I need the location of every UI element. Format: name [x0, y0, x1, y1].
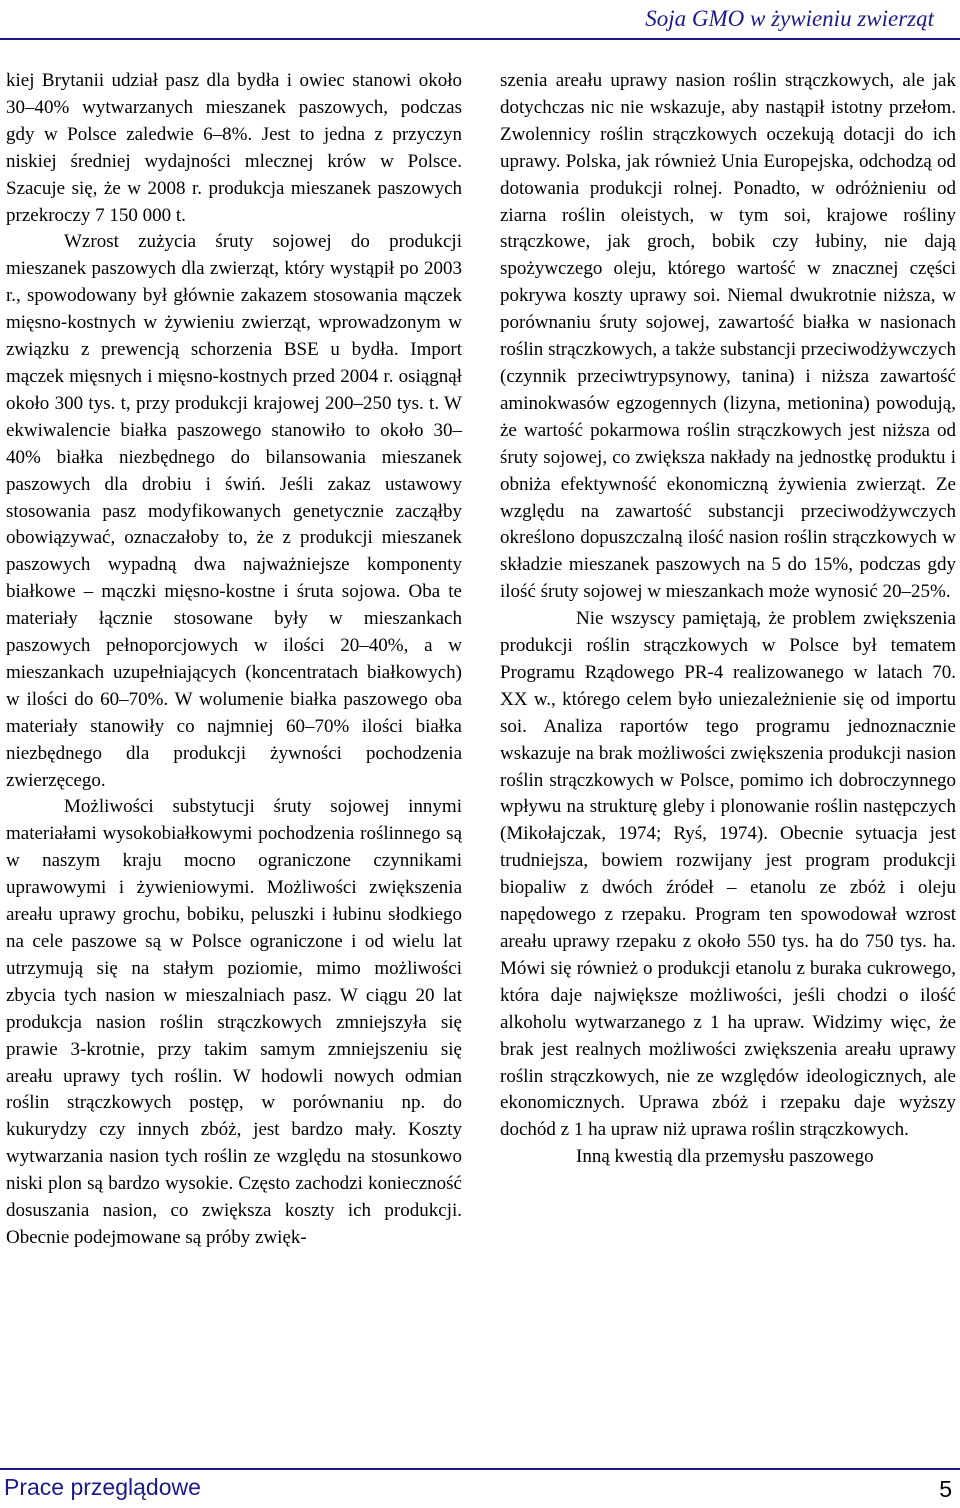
- right-paragraph-1: szenia areału uprawy nasion roślin strączkowych, ale jak dotychczas nic nie wskazuje, aby nastąpił istotny przełom. Zwolennicy roślin strączkowych oczekują dotacji do ich uprawy. Polska, jak również Unia Europejska, odchodzą od dotowania produkcji rolnej. Ponadto, w odróżnieniu od ziarna roślin oleistych, w tym soi, krajowe rośliny strączkowe, jak groch, bobik czy łubiny, nie dają spożywczego oleju, którego wartość w znacznej części pokrywa koszty uprawy soi. Niemal dwukrotnie niższa, w porównaniu śruty sojowej, zawartość białka w nasionach roślin strączkowych, a także substancji przeciwodżywczych (czynnik przeciwtrypsynowy, tanina) i niższa zawartość aminokwasów egzogennych (lizyna, metionina) powodują, że wartość pokarmowa roślin strączkowych jest niższa od śruty sojowej, co zwiększa nakłady na jednostkę produktu i obniża efektywność ekonomiczną żywienia zwierząt. Ze względu na zawartość substancji przeciwodżywczych określono dopuszczalną ilość nasion roślin strączkowych w składzie mieszanek paszowych na 5 do 15%, podczas gdy ilość śruty sojowej w mieszankach może wynosić 20–25%.: [500, 70, 956, 603]
- section-label: Prace przeglądowe: [4, 1474, 201, 1500]
- right-paragraph-3: Inną kwestią dla przemysłu paszowego: [576, 1146, 874, 1168]
- left-paragraph-1: kiej Brytanii udział pasz dla bydła i owiec stanowi około 30–40% wytwarzanych mieszanek paszowych, podczas gdy w Polsce zaledwie 6–8%. Jest to jedna z przyczyn niskiej średniej wydajności mlecznej krów w Polsce. Szacuje się, że w 2008 r. produkcja mieszanek paszowych przekroczy 7 150 000 t.: [6, 70, 462, 226]
- footer-rule: [0, 1468, 960, 1470]
- right-column: [500, 68, 956, 1171]
- left-column: [6, 68, 462, 1252]
- page-number: 5: [939, 1476, 952, 1502]
- left-paragraph-2: Wzrost zużycia śruty sojowej do produkcji mieszanek paszowych dla zwierząt, który wystąpił po 2003 r., spowodowany był głównie zakazem stosowania mączek mięsno-kostnych w żywieniu zwierząt, wprowadzonym w związku z prewencją schorzenia BSE u bydła. Import mączek mięsnych i mięsno-kostnych przed 2004 r. osiągnął około 300 tys. t, przy produkcji krajowej 200–250 tys. t. W ekwiwalencie białka paszowego stanowiło to około 30–40% białka niezbędnego do bilansowania mieszanek paszowych dla drobiu i świń. Jeśli zakaz ustawowy stosowania pasz modyfikowanych genetycznie zacząłby obowiązywać, oznaczałoby to, że z produkcji mieszanek paszowych wypadną dwa najważniejsze komponenty białkowe – mączki mięsno-kostne i śruta sojowa. Oba te materiały łącznie stosowane były w mieszankach paszowych pełnoporcjowych w ilości 20–40%, a w mieszankach uzupełniających (koncentratach białkowych) w ilości do 60–70%. W wolumenie białka paszowego oba materiały stanowiły co najmniej 60–70% ilości białka niezbędnego dla produkcji żywności pochodzenia zwierzęcego.: [6, 231, 462, 791]
- right-paragraph-2: Nie wszyscy pamiętają, że problem zwiększenia produkcji roślin strączkowych w Polsce był tematem Programu Rządowego PR-4 realizowanego w latach 70. XX w., którego celem było uniezależnienie się od importu soi. Analiza raportów tego programu jednoznacznie wskazuje na brak możliwości zwiększenia produkcji nasion roślin strączkowych w Polsce, pomimo ich dobroczynnego wpływu na strukturę gleby i plonowanie roślin następczych (Mikołajczak, 1974; Ryś, 1974). Obecnie sytuacja jest trudniejsza, bowiem rozwijany jest program produkcji biopaliw z dwóch źródeł – etanolu ze zbóż i oleju napędowego z rzepaku. Program ten spowodował wzrost areału uprawy rzepaku z około 550 tys. ha do 750 tys. ha. Mówi się również o produkcji etanolu z buraka cukrowego, która daje największe możliwości, jeśli chodzi o ilość alkoholu wytwarzanego z 1 ha upraw. Widzimy więc, że brak jest realnych możliwości zwiększenia areału uprawy roślin strączkowych, nie ze względów ideologicznych, ale ekonomicznych. Uprawa zbóż i rzepaku daje wyższy dochód z 1 ha upraw niż uprawa roślin strączkowych.: [500, 608, 956, 1141]
- left-paragraph-3: Możliwości substytucji śruty sojowej innymi materiałami wysokobiałkowymi pochodzenia roślinnego są w naszym kraju mocno ograniczone czynnikami uprawowymi i żywieniowymi. Możliwości zwiększenia areału uprawy grochu, bobiku, peluszki i łubinu słodkiego na cele paszowe są w Polsce ograniczone i od wielu lat utrzymują się na stałym poziomie, mimo możliwości zbycia tych nasion w mieszalniach pasz. W ciągu 20 lat produkcja nasion roślin strączkowych zmniejszyła się prawie 3-krotnie, przy takim samym zmniejszeniu się areału uprawy tych roślin. W hodowli nowych odmian roślin strączkowych postęp, w porównaniu np. do kukurydzy czy innych zbóż, jest bardzo mały. Koszty wytwarzania nasion tych roślin ze względu na stosunkowo niski plon są bardzo wysokie. Często zachodzi konieczność dosuszania nasion, co zwiększa koszty ich produkcji. Obecnie podejmowane są próby zwięk-: [6, 796, 462, 1248]
- running-title: Soja GMO w żywieniu zwierząt: [645, 6, 934, 31]
- header-rule: [0, 38, 960, 40]
